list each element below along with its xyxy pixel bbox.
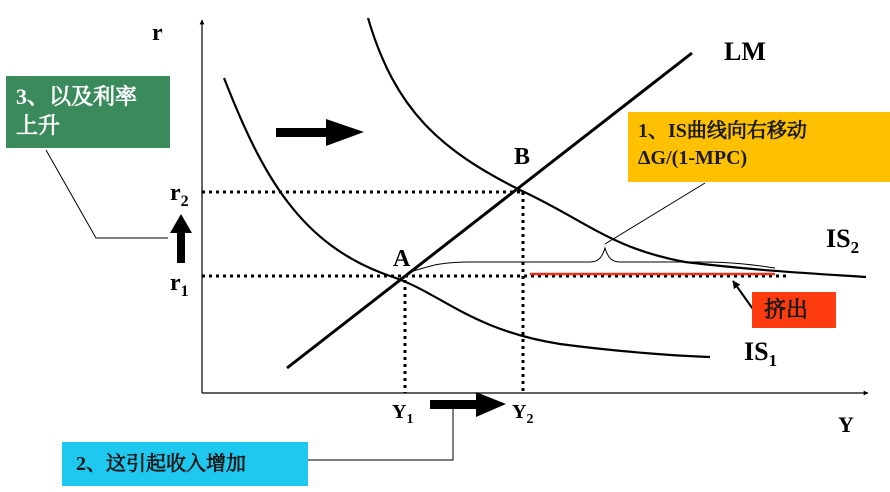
rate-increase-arrow	[170, 214, 192, 263]
r2-tick-label: $r_2$	[170, 180, 189, 210]
income-increase-arrow	[430, 392, 506, 417]
is-shift-callout	[628, 112, 890, 182]
x-axis-label: Y	[838, 412, 854, 437]
callout-line-1	[605, 183, 705, 244]
crowding-out-text: 挤出	[764, 297, 809, 322]
callout-line-2	[308, 405, 453, 460]
y1-tick-label: $Y_1$	[392, 401, 414, 427]
y2-tick-label: $Y_2$	[512, 401, 534, 427]
callout-line-3	[46, 150, 168, 238]
is-shift-arrow	[276, 119, 364, 146]
crowding-out-callout	[752, 292, 836, 328]
income-increase-text: 2、这引起收入增加	[76, 453, 246, 475]
is1-label: $IS_1$	[744, 337, 778, 370]
shift-brace	[410, 248, 775, 272]
point-a-label: A	[393, 246, 411, 272]
is-shift-text-1: 1、IS曲线向右移动	[638, 120, 807, 142]
y-axis-label: r	[152, 20, 163, 46]
r1-tick-label: $r_1$	[170, 270, 189, 300]
lm-curve	[287, 53, 692, 368]
rate-rise-text-1: 3、以及利率	[16, 84, 138, 109]
income-increase-callout	[62, 442, 308, 486]
point-b-label: B	[514, 144, 531, 170]
is-shift-text-2: ΔG/(1-MPC)	[638, 147, 748, 169]
rate-rise-callout	[6, 76, 170, 148]
rate-rise-text-2: 上升	[16, 113, 61, 138]
lm-label: LM	[724, 37, 766, 66]
is2-label: $IS_2$	[826, 224, 860, 257]
